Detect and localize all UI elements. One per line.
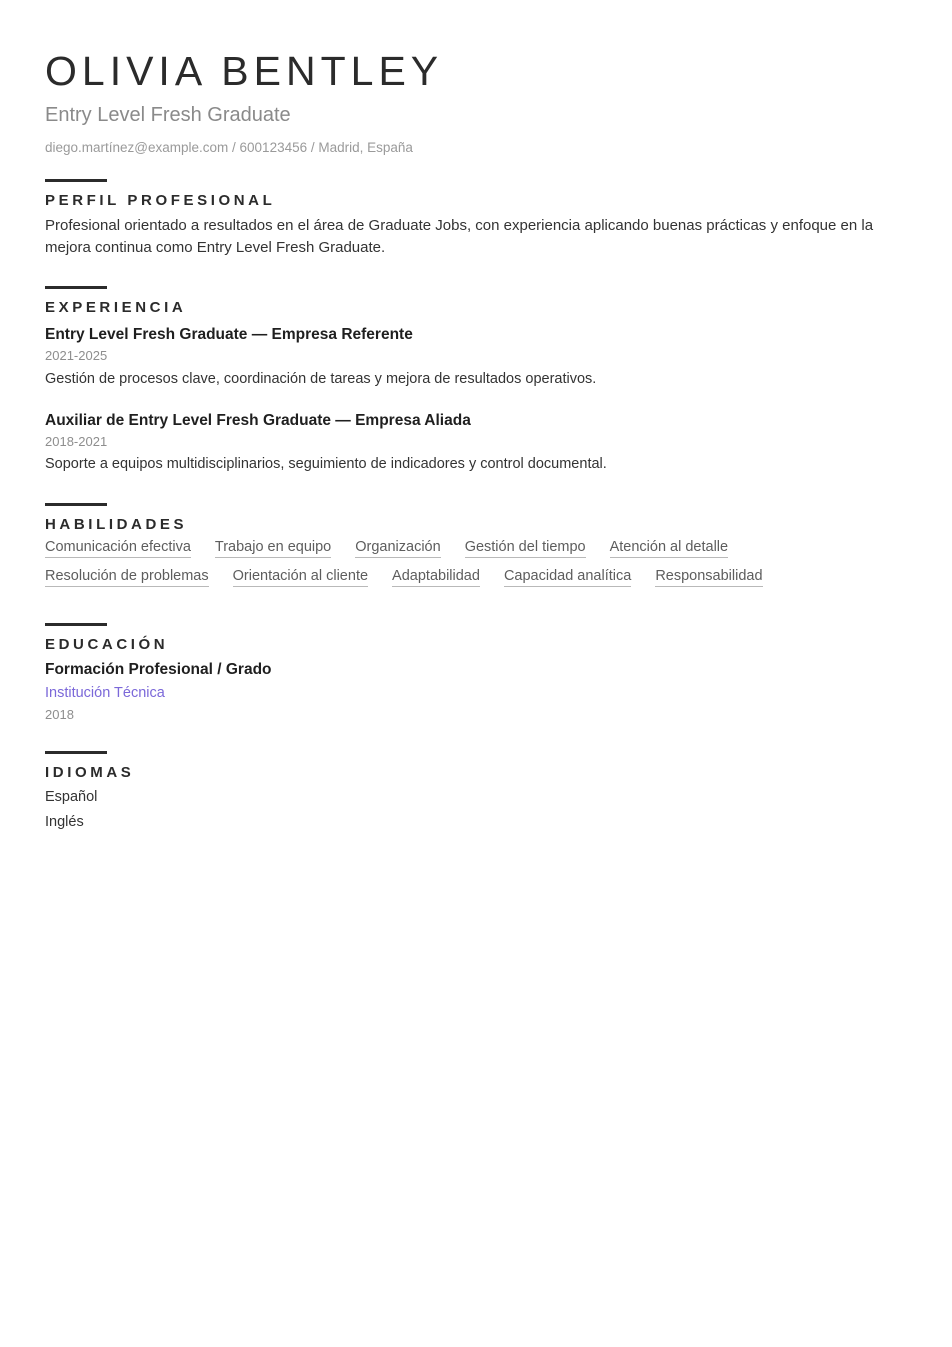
skill-item: Organización — [355, 539, 440, 558]
section-rule — [45, 503, 107, 506]
section-title-skills: HABILIDADES — [45, 516, 188, 534]
language-item: Español — [45, 788, 98, 805]
job-title: Entry Level Fresh Graduate — Empresa Referente — [45, 325, 413, 343]
candidate-name: OLIVIA BENTLEY — [45, 48, 444, 94]
job-description: Gestión de procesos clave, coordinación de tareas y mejora de resultados operativos. — [45, 370, 597, 387]
section-rule — [45, 286, 107, 289]
section-profile — [45, 179, 907, 260]
experience-item — [45, 324, 907, 390]
section-skills — [45, 503, 907, 597]
job-title: Auxiliar de Entry Level Fresh Graduate — Empresa Aliada — [45, 411, 471, 429]
job-dates: 2018-2021 — [45, 434, 108, 450]
section-rule — [45, 179, 107, 182]
section-languages — [45, 751, 907, 835]
education-institution: Institución Técnica — [45, 685, 165, 702]
skill-item: Atención al detalle — [610, 539, 729, 558]
profile-text: Profesional orientado a resultados en el área de Graduate Jobs, con experiencia aplicando buenas prácticas y enfoque en la mejora continua como Entry Level Fresh Graduate. — [45, 216, 874, 257]
section-education — [45, 623, 907, 724]
education-degree: Formación Profesional / Grado — [45, 661, 272, 679]
job-description: Soporte a equipos multidisciplinarios, seguimiento de indicadores y control documental. — [45, 456, 607, 473]
contact-line: diego.martínez@example.com / 600123456 / Madrid, España — [45, 140, 413, 156]
skill-item: Gestión del tiempo — [465, 539, 586, 558]
skill-item: Orientación al cliente — [233, 568, 368, 587]
section-rule — [45, 623, 107, 626]
education-year: 2018 — [45, 707, 74, 723]
section-rule — [45, 751, 107, 754]
section-title-languages: IDIOMAS — [45, 763, 135, 781]
skill-item: Trabajo en equipo — [215, 539, 331, 558]
section-title-profile: PERFIL PROFESIONAL — [45, 191, 276, 209]
skills-list — [45, 539, 907, 597]
skill-item: Comunicación efectiva — [45, 539, 191, 558]
skill-item: Resolución de problemas — [45, 568, 209, 587]
section-title-education: EDUCACIÓN — [45, 636, 169, 654]
skill-item: Capacidad analítica — [504, 568, 631, 587]
resume-header — [45, 48, 907, 157]
section-experience — [45, 286, 907, 476]
skill-item: Adaptabilidad — [392, 568, 480, 587]
skill-item: Responsabilidad — [655, 568, 762, 587]
experience-item — [45, 410, 907, 476]
job-dates: 2021-2025 — [45, 348, 108, 364]
language-item: Inglés — [45, 814, 84, 831]
candidate-headline: Entry Level Fresh Graduate — [45, 104, 291, 127]
section-title-experience: EXPERIENCIA — [45, 298, 187, 316]
